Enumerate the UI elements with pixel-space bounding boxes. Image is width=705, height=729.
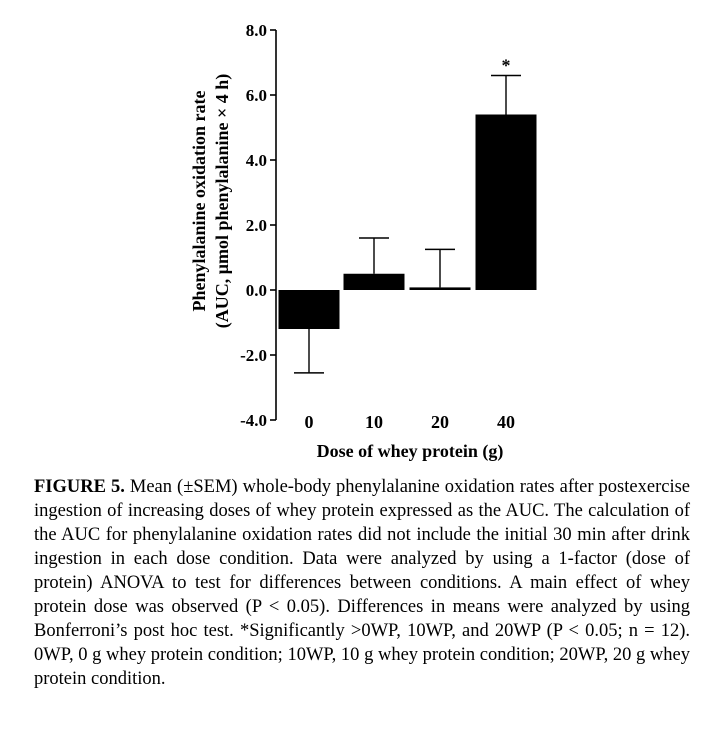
bar-20 bbox=[410, 287, 471, 290]
figure-caption bbox=[34, 475, 690, 691]
bar-10 bbox=[344, 274, 405, 290]
y-tick-label: 6.0 bbox=[245, 86, 267, 105]
bar-40 bbox=[476, 115, 537, 291]
bar-0 bbox=[279, 290, 340, 329]
y-tick-label: -4.0 bbox=[240, 411, 267, 430]
significance-asterisk: * bbox=[501, 55, 511, 76]
y-axis-title-line2: (AUC, μmol phenylalanine × 4 h) bbox=[212, 73, 232, 329]
caption-text: Mean (±SEM) whole-body phenylalanine oxidation rates after postexercise ingestion of increasing doses of whey protein expressed as the AUC. The calculation of the AUC for phenylalanine oxidation rates did not include the initial 30 min after drink ingestion in each dose condition. Data were analyzed by using a 1-factor (dose of protein) ANOVA to test for differences between conditions. A main effect of whey protein dose was observed (P < 0.05). Differences in means were analyzed by using Bonferroni’s post hoc test. *Significantly >0WP, 10WP, and 20WP (P < 0.05; n = 12). 0WP, 0 g whey protein condition; 10WP, 10 g whey protein condition; 20WP, 20 g whey protein condition. bbox=[34, 477, 690, 689]
x-tick-label: 10 bbox=[365, 412, 383, 432]
y-tick-label: 2.0 bbox=[245, 216, 267, 235]
y-tick-label: 8.0 bbox=[245, 21, 267, 40]
x-tick-label: 40 bbox=[497, 412, 515, 432]
x-axis-title: Dose of whey protein (g) bbox=[316, 441, 504, 461]
bars bbox=[279, 56, 537, 373]
x-tick-label: 0 bbox=[304, 412, 314, 432]
x-axis-ticks bbox=[305, 412, 516, 432]
y-axis-title-line1: Phenylalanine oxidation rate bbox=[189, 90, 209, 312]
y-tick-label: 4.0 bbox=[245, 151, 267, 170]
y-tick-label: 0.0 bbox=[245, 281, 267, 300]
caption-lead: FIGURE 5. bbox=[34, 477, 125, 497]
y-axis bbox=[240, 21, 276, 430]
y-tick-label: -2.0 bbox=[240, 346, 267, 365]
x-tick-label: 20 bbox=[431, 412, 449, 432]
y-axis-title bbox=[189, 74, 233, 329]
